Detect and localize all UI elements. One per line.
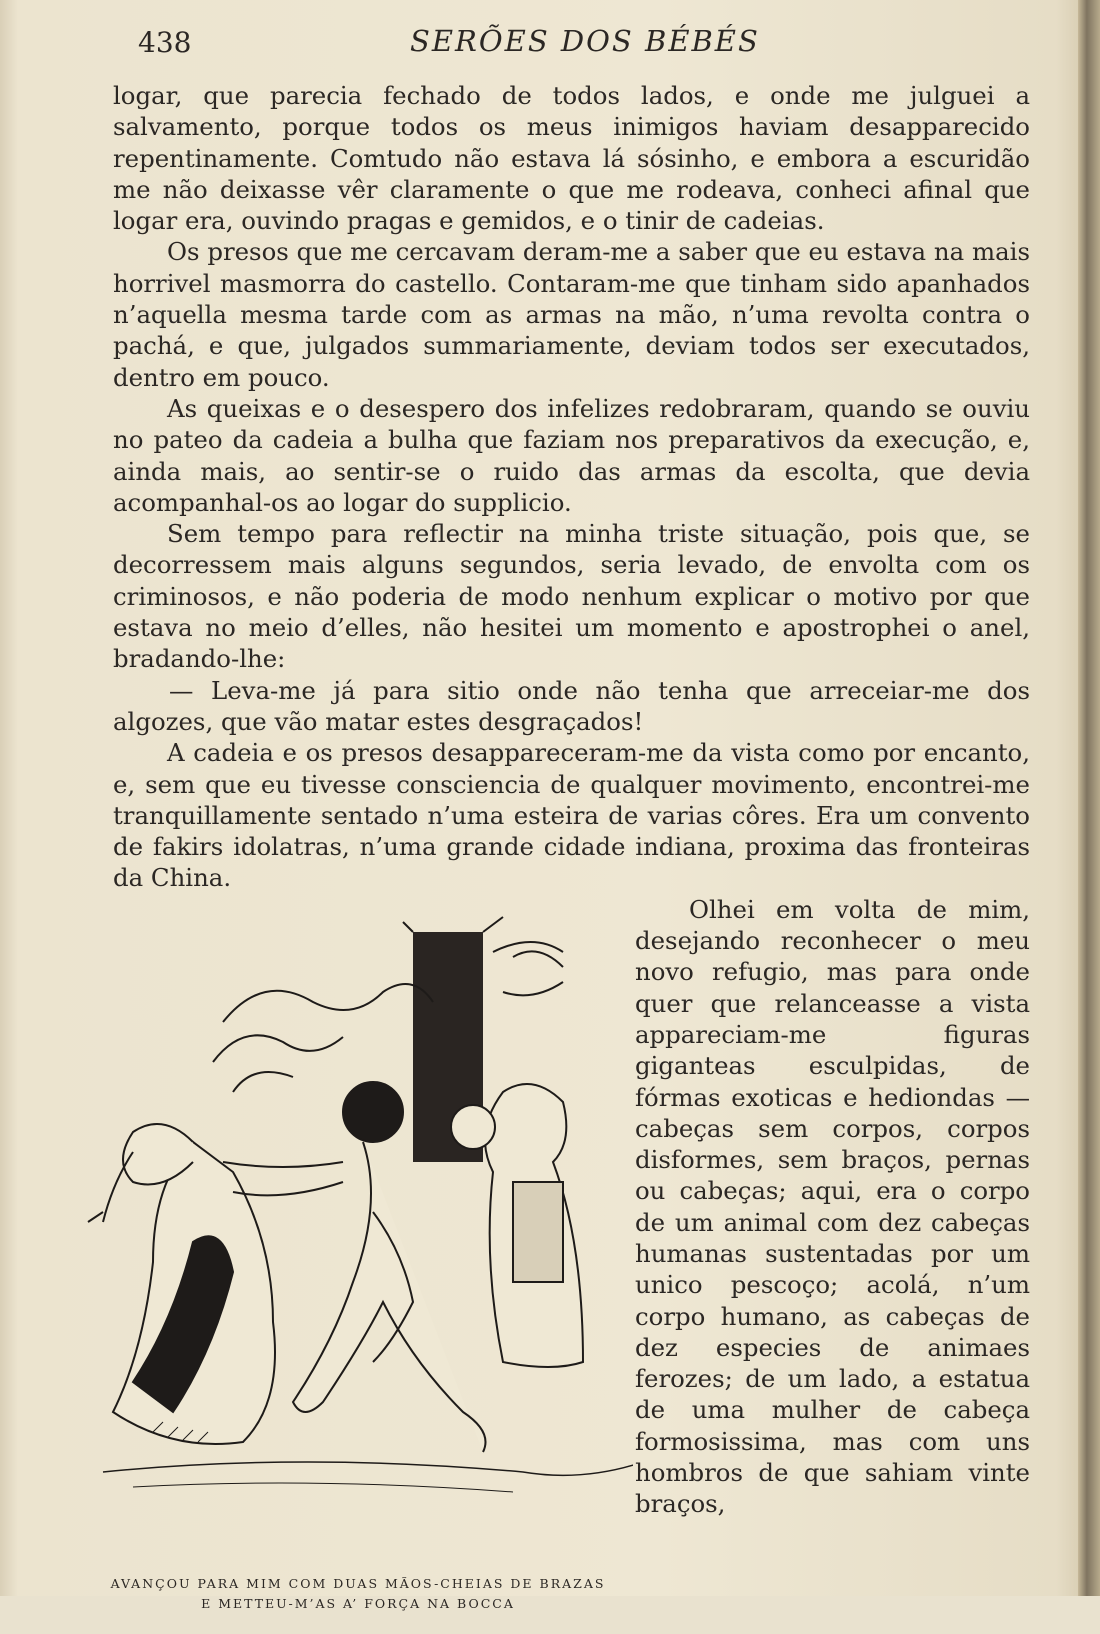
paragraph-3: As queixas e o desespero dos infelizes redobraram, quando se ouviu no pateo da cadeia a bulha que faziam nos preparativos da execução, e, ainda mais, ao sentir-se o ruido das armas da escolta, que devia acompanhal-os ao logar do supplicio.: [113, 393, 1030, 517]
paragraph-7: Olhei em volta de mim, desejando reconhecer o meu novo refugio, mas para onde quer que relanceasse a vista appareciam-me figuras giganteas esculpidas, de fórmas exoticas e hediondas — cabeças sem corpos, corpos disformes, sem braços, pernas ou cabeças; aqui, era o corpo de um animal com dez cabeças humanas sustentadas por um unico pescoço; acolá, n’um corpo humano, as cabeças de dez especies de animaes ferozes; de um lado, a estatua de uma mulher de cabeça formosissima, mas com uns hombros de que sahiam vinte braços,: [635, 894, 1030, 1519]
illustration-caption: [93, 1574, 623, 1614]
engraving-figures-illustration: [73, 912, 633, 1572]
page-number: 438: [138, 26, 192, 59]
paragraph-5-dialogue: — Leva-me já para sitio onde não tenha que arreceiar-me dos algozes, que vão matar estes desgraçados!: [113, 675, 1030, 736]
illustration: [110, 894, 623, 1634]
book-spine-shadow: [1078, 0, 1100, 1596]
caption-line-2: E METTEU-M’AS A’ FORÇA NA BOCCA: [201, 1595, 515, 1611]
paragraph-4: Sem tempo para reflectir na minha triste situação, pois que, se decorressem mais alguns segundos, seria levado, de envolta com os criminosos, e não poderia de modo nenhum explicar o motivo por que estava no meio d’elles, não hesitei um momento e apostrophei o anel, bradando-lhe:: [113, 519, 1030, 674]
caption-line-1: AVANÇOU PARA MIM COM DUAS MÃOS-CHEIAS DE BRAZAS: [110, 1575, 606, 1591]
paragraph-6: A cadeia e os presos desappareceram-me da vista como por encanto, e, sem que eu tivesse consciencia de qualquer movimento, encontrei-me tranquillamente sentado n’uma esteira de varias côres. Era um convento de fakirs idolatras, n’uma grande cidade indiana, proxima das fronteiras da China.: [113, 738, 1030, 893]
body-text: [110, 80, 1030, 1634]
page-header: [0, 24, 1100, 64]
paragraph-2: Os presos que me cercavam deram-me a saber que eu estava na mais horrivel masmorra do castello. Contaram-me que tinham sido apanhados n’aquella mesma tarde com as armas na mão, n’uma revolta contra o pachá, e que, julgados summariamente, deviam todos ser executados, dentro em pouco.: [113, 237, 1030, 392]
running-title: SERÕES DOS BÉBÉS: [410, 24, 760, 58]
paragraph-1: logar, que parecia fechado de todos lados, e onde me julguei a salvamento, porque todos os meus inimigos haviam desapparecido repentinamente. Comtudo não estava lá sósinho, e embora a escuridão me não deixasse vêr claramente o que me rodeava, conheci afinal que logar era, ouvindo pragas e gemidos, e o tinir de cadeias.: [113, 81, 1030, 236]
